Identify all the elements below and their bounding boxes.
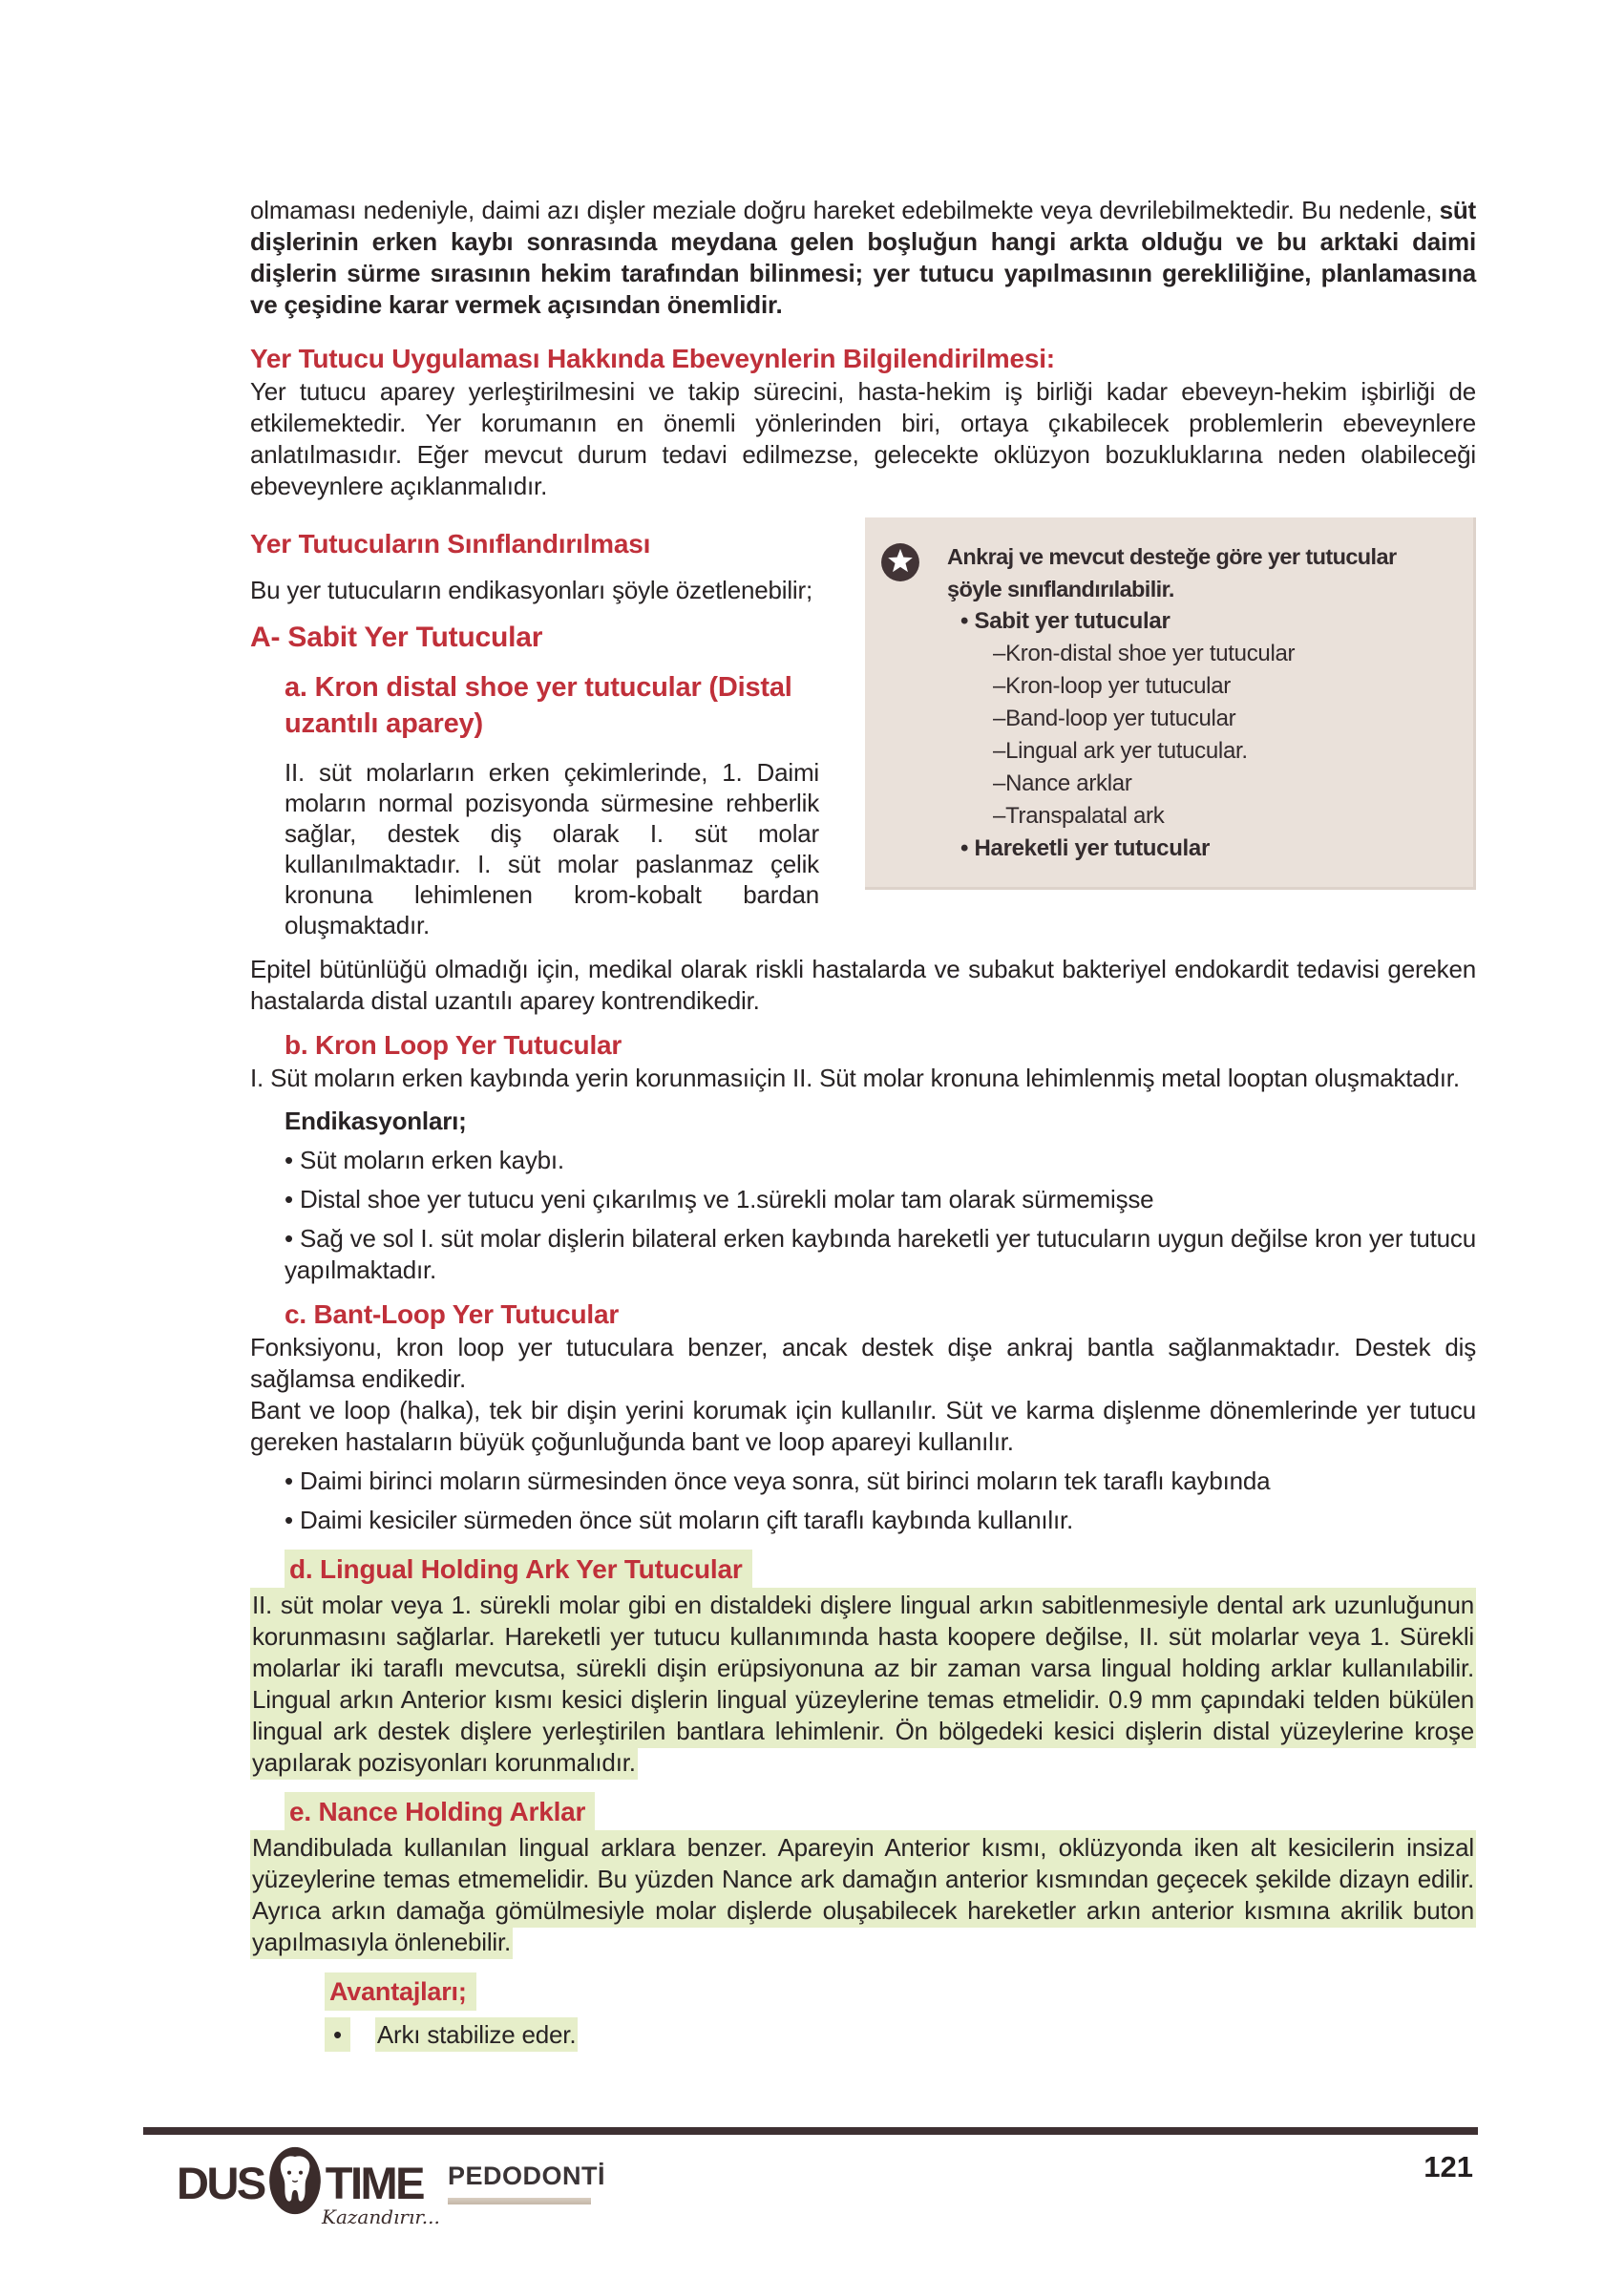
heading-siniflandirma: Yer Tutucuların Sınıflandırılması bbox=[250, 529, 651, 559]
paragraph-endikasyon-intro: Bu yer tutucuların endikasyonları şöyle özetlenebilir; bbox=[250, 576, 812, 604]
tooth-icon bbox=[267, 2145, 323, 2221]
paragraph-nance bbox=[250, 1832, 1476, 1958]
paragraph-lingual-holding-text: II. süt molar veya 1. sürekli molar gibi en distaldeki dişlere lingual arkın sabitlenmesiyle dental ark uzunluğunun korunmasını sağlarlar. Hareketli yer tutucu kullanımında hasta koopere değilse, II. süt molarlar veya 1. Sürekli molarlar iki taraflı mevcutsa, sürekli dişin erüpsiyonuna az bir zaman varsa lingual holding arklar kullanılabilir. Lingual arkın Anterior kısmı kesici dişlerin lingual yüzeylerine temas etmelidir. 0.9 mm çapındaki telden bükülen lingual ark destek dişlere yerleştirilen bantlara lehimlenir. Ön bölgedeki kesici dişlerin distal yüzeylerine kroşe yapılarak pozisyonları korunmalıdır. bbox=[250, 1588, 1476, 1780]
bullet-item: • Süt moların erken kaybı. bbox=[285, 1145, 1476, 1176]
box-group-hareketli: • Hareketli yer tutucular bbox=[960, 833, 1455, 865]
paragraph-ebeveyn: Yer tutucu aparey yerleştirilmesini ve takip sürecini, hasta-hekim iş birliği kadar ebeveyn-hekim işbirliği de etkilemektedir. Yer korumanın en önemli yönlerinden biri, ortaya çıkabilecek problemlerin ebeveynlere anlatılmasıdır. Eğer mevcut durum tedavi edilmezse, gelecekte oklüzyon bozukluklarına neden olabileceği ebeveynlere açıklanmalıdır. bbox=[250, 377, 1476, 500]
heading-nance bbox=[285, 1792, 1476, 1832]
two-column-section bbox=[250, 517, 1476, 940]
heading-nance-text: e. Nance Holding Arklar bbox=[285, 1792, 595, 1831]
heading-lingual-holding-text: d. Lingual Holding Ark Yer Tutucular bbox=[285, 1550, 752, 1589]
box-item: – Lingual ark yer tutucular. bbox=[993, 735, 1455, 768]
box-intro: Ankraj ve mevcut desteğe göre yer tutucular şöyle sınıflandırılabilir. bbox=[947, 544, 1397, 601]
logo-time-text: TIME bbox=[325, 2157, 424, 2208]
left-column bbox=[250, 517, 823, 940]
paragraph-bant-loop-2: Bant ve loop (halka), tek bir dişin yerini korumak için kullanılır. Süt ve karma dişlenme dönemlerinde yer tutucu gereken hastaların büyük çoğunluğunda bant ve loop apareyi kullanılır. bbox=[250, 1396, 1476, 1456]
dustime-logo bbox=[177, 2146, 440, 2228]
footer-row bbox=[177, 2146, 1624, 2228]
page-number: 121 bbox=[1424, 2150, 1473, 2183]
paragraph-kron-distal-shoe: II. süt molarların erken çekimlerinde, 1. Daimi moların normal pozisyonda sürmesine rehberlik sağlar, destek diş olarak I. süt molar kullanılmaktadır. I. süt molar paslanmaz çelik kronuna lehimlenen krom-kobalt bardan oluşmaktadır. bbox=[285, 758, 819, 939]
paragraph-kron-loop: I. Süt moların erken kaybında yerin korunmasıiçin II. Süt molar kronuna lehimlenmiş metal looptan oluşmaktadır. bbox=[250, 1064, 1460, 1092]
section-underline bbox=[448, 2198, 591, 2204]
bullet-item: • Sağ ve sol I. süt molar dişlerin bilateral erken kaybında hareketli yer tutucuların uygun değilse kron yer tutucu yapılmaktadır. bbox=[285, 1223, 1476, 1286]
box-item: – Band-loop yer tutucular bbox=[993, 703, 1455, 735]
page-content bbox=[250, 195, 1476, 2051]
bullet-item: • Daimi birinci moların sürmesinden önce veya sonra, süt birinci moların tek taraflı kaybında bbox=[285, 1466, 1476, 1497]
bullet-avantaj-text: Arkı stabilize eder. bbox=[375, 2017, 578, 2052]
paragraph-intro-bold: süt dişlerinin erken kaybı sonrasında meydana gelen boşluğun hangi arkta olduğu ve bu arktaki daimi dişlerin sürme sırasının hekim tarafından bilinmesi; yer tutucu yapılmasının gerekliliğine, planlamasına ve çeşidine karar vermek açısından önemlidir. bbox=[250, 196, 1476, 319]
paragraph-intro-normal: olmaması nedeniyle, daimi azı dişler meziale doğru hareket edebilmekte veya devrilebilmektedir. Bu nedenle, bbox=[250, 196, 1440, 224]
heading-lingual-holding bbox=[285, 1550, 1476, 1590]
box-item: – Nance arklar bbox=[993, 768, 1455, 800]
heading-avantajlari bbox=[325, 1973, 1476, 2010]
paragraph-lingual-holding bbox=[250, 1590, 1476, 1779]
star-icon bbox=[880, 540, 922, 865]
bullet-item: • Distal shoe yer tutucu yeni çıkarılmış ve 1.sürekli molar tam olarak sürmemişse bbox=[285, 1184, 1476, 1215]
heading-sabit-yer-tutucular: A- Sabit Yer Tutucular bbox=[250, 622, 543, 653]
section-block bbox=[448, 2162, 605, 2204]
heading-endikasyonlari: Endikasyonları; bbox=[285, 1107, 467, 1135]
paragraph-intro bbox=[250, 195, 1476, 321]
bullet-item: • Daimi kesiciler sürmeden önce süt moların çift taraflı kaybında kullanılır. bbox=[285, 1505, 1476, 1536]
classification-info-box bbox=[865, 517, 1476, 890]
box-group-sabit: • Sabit yer tutucular bbox=[960, 605, 1455, 638]
heading-bant-loop: c. Bant-Loop Yer Tutucular bbox=[285, 1299, 620, 1329]
box-item: – Kron-loop yer tutucular bbox=[993, 670, 1455, 703]
bullet-avantaj bbox=[325, 2019, 1476, 2051]
heading-kron-loop: b. Kron Loop Yer Tutucular bbox=[285, 1030, 622, 1060]
heading-kron-distal-shoe: a. Kron distal shoe yer tutucular (Distal uzantılı aparey) bbox=[285, 672, 792, 739]
box-item: – Kron-distal shoe yer tutucular bbox=[993, 638, 1455, 670]
page-footer bbox=[0, 2127, 1624, 2228]
section-label: PEDODONTİ bbox=[448, 2162, 606, 2190]
paragraph-epitel: Epitel bütünlüğü olmadığı için, medikal olarak riskli hastalarda ve subakut bakteriyel endokardit tedavisi gereken hastalarda distal uzantılı aparey kontrendikedir. bbox=[250, 955, 1476, 1015]
heading-avantajlari-text: Avantajları; bbox=[325, 1972, 476, 2011]
classification-list bbox=[947, 540, 1455, 865]
paragraph-nance-text: Mandibulada kullanılan lingual arklara benzer. Apareyin Anterior kısmı, oklüzyonda iken alt kesicilerin insizal yüzeylerine temas etmemelidir. Bu yüzden Nance ark damağın anterior kısmından geçecek şekilde dizayn edilir. Ayrıca arkın damağa gömülmesiyle molar dişlerde oluşabilecek hareketler arkın anterior kısmına akrilik buton yapılmasıyla önlenebilir. bbox=[250, 1830, 1476, 1959]
box-item: – Transpalatal ark bbox=[993, 800, 1455, 833]
paragraph-bant-loop-1: Fonksiyonu, kron loop yer tutuculara benzer, ancak destek dişe ankraj bantla sağlanmaktadır. Destek diş sağlamsa endikedir. bbox=[250, 1333, 1476, 1393]
bullet-dot bbox=[325, 2017, 350, 2052]
footer-divider bbox=[143, 2127, 1478, 2135]
heading-ebeveyn: Yer Tutucu Uygulaması Hakkında Ebeveynlerin Bilgilendirilmesi: bbox=[250, 344, 1055, 373]
logo-dus-text: DUS bbox=[177, 2157, 264, 2208]
logo-tagline: Kazandırır... bbox=[322, 2205, 440, 2228]
